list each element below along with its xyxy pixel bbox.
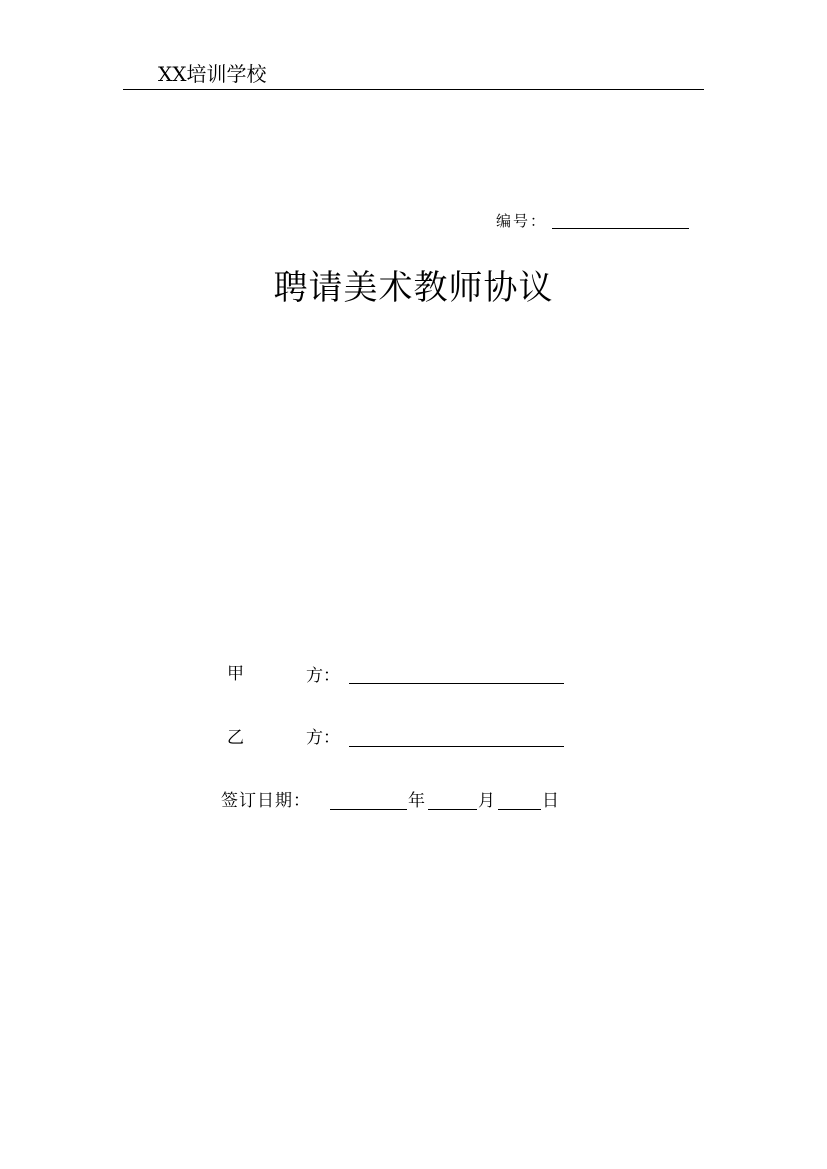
signing-day-blank-line bbox=[498, 809, 541, 810]
signing-month-unit: 月 bbox=[478, 791, 495, 811]
signing-year-blank-line bbox=[330, 809, 407, 810]
party-a-blank-line bbox=[349, 683, 564, 684]
header-divider bbox=[123, 89, 704, 90]
party-a-label-char: 甲 bbox=[227, 664, 244, 684]
signing-date-label: 签订日期： bbox=[221, 791, 311, 811]
party-b-blank-line bbox=[349, 746, 564, 747]
header-school-name: XX培训学校 bbox=[158, 62, 267, 86]
signing-day-unit: 日 bbox=[542, 791, 559, 811]
party-a-label-suffix: 方： bbox=[306, 666, 340, 686]
party-b-label-suffix: 方： bbox=[306, 728, 340, 748]
document-number-blank-line bbox=[552, 228, 689, 229]
signing-month-blank-line bbox=[428, 809, 477, 810]
party-b-label-char: 乙 bbox=[227, 728, 244, 748]
document-title: 聘请美术教师协议 bbox=[273, 268, 554, 308]
document-number-label: 编号： bbox=[496, 212, 548, 230]
signing-year-unit: 年 bbox=[408, 791, 425, 811]
